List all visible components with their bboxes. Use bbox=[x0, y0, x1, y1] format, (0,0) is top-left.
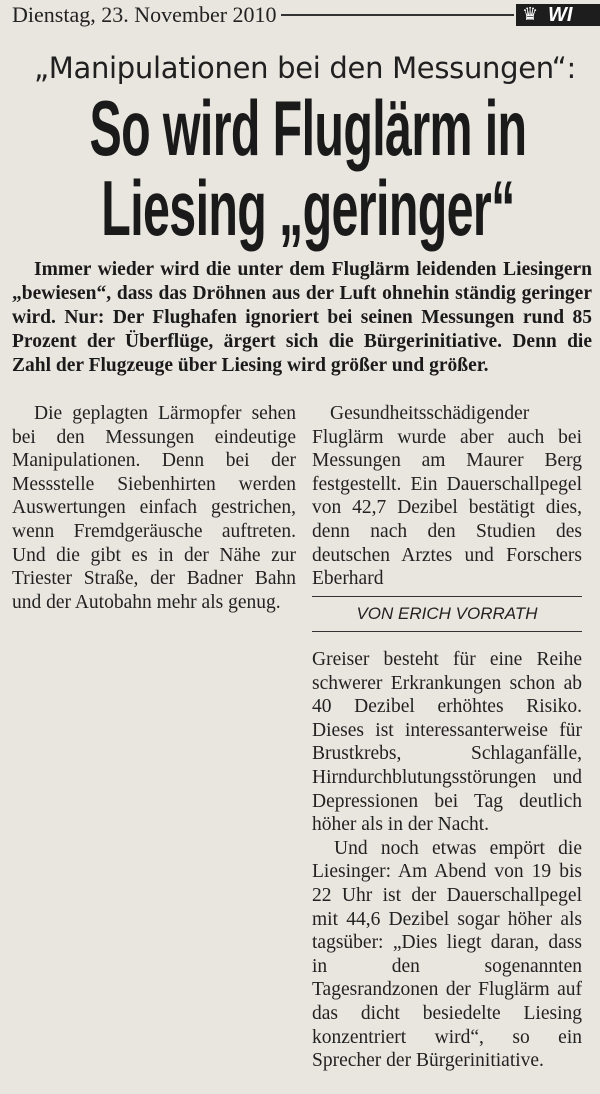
author-byline: VON ERICH VORRATH bbox=[356, 604, 538, 623]
body-paragraph: Die geplagten Lärmopfer sehen bei den Messungen eindeutige Manipulationen. Denn bei der Messstelle Siebenhirten werden Auswertungen einfach gestrichen, wenn Fremdgeräusche auftreten. Und die gibt es in der Nähe zur Triester Straße, der Badner Bahn und der Autobahn mehr als genug. bbox=[12, 403, 296, 613]
byline-box bbox=[312, 596, 582, 632]
headline-line-2: Liesing „geringer“ bbox=[101, 164, 515, 252]
body-column-left bbox=[12, 402, 296, 614]
body-column-right-top bbox=[312, 402, 582, 591]
headline-line-1: So wird Fluglärm in bbox=[89, 84, 527, 172]
body-paragraph: Gesundheitsschädigender Fluglärm wurde aber auch bei Messungen am Maurer Berg festgestellt. Ein Dauerschallpegel von 42,7 Dezibel bestätigt dies, denn nach den Studien des deutschen Arztes und Forschers Eberhard bbox=[312, 403, 582, 590]
dateline bbox=[6, 2, 600, 28]
brand-badge bbox=[516, 4, 600, 26]
body-column-right-bottom bbox=[312, 648, 582, 1073]
article-lead: Immer wieder wird die unter dem Fluglärm leidenden Liesingern „bewiesen“, dass das Dröhnen aus der Luft ohnehin ständig geringer wird. Nur: Der Flughafen ignoriert bei seinen Messungen rund 85 Prozent der Überflüge, ärgert sich die Bürgerinitiative. Denn die Zahl der Flugzeuge über Liesing wird größer und größer. bbox=[12, 259, 592, 376]
body-paragraph: Und noch etwas empört die Liesinger: Am Abend von 19 bis 22 Uhr ist der Dauerschallpegel mit 44,6 Dezibel sogar höher als tagsüber: „Dies liegt daran, dass in den sogenannten Tagesrandzonen der Fluglärm auf das dicht besiedelte Liesing konzentriert wird“, so ein Sprecher der Bürgerinitiative. bbox=[312, 837, 582, 1072]
body-paragraph: Greiser besteht für eine Reihe schwerer Erkrankungen schon ab 40 Dezibel erhöhtes Risiko. Dieses ist interessanterweise für Brustkrebs, Schlaganfälle, Hirndurchblutungsstörungen und Depressionen bei Tag deutlich höher als in der Nacht. bbox=[312, 649, 582, 836]
article-headline bbox=[15, 84, 600, 252]
crown-icon: ♛ bbox=[522, 4, 539, 25]
article-kicker: „Manipulationen bei den Messungen“: bbox=[34, 51, 576, 85]
brand-text: WI bbox=[548, 4, 573, 26]
publication-date: Dienstag, 23. November 2010 bbox=[12, 2, 281, 28]
